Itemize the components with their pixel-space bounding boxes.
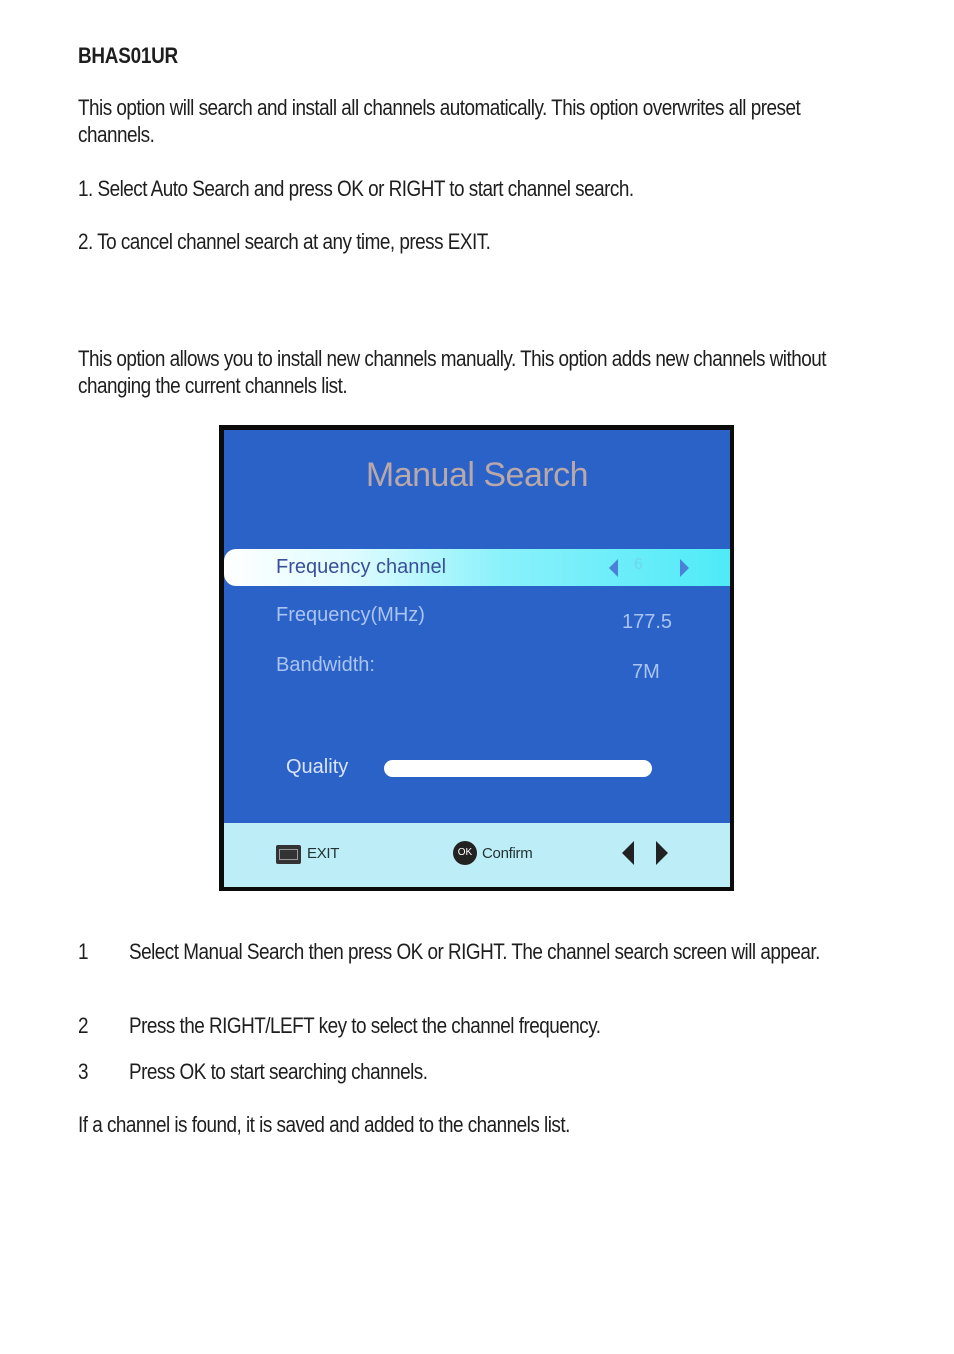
confirm-label: Confirm xyxy=(482,845,533,862)
exit-key-icon xyxy=(276,845,301,864)
screen-footer xyxy=(224,823,730,887)
step-number-1: 1 xyxy=(78,939,89,964)
step-number-2: 2 xyxy=(78,1013,89,1038)
manual-search-screenshot xyxy=(219,425,734,891)
frequency-mhz-value: 177.5 xyxy=(622,611,673,633)
quality-label: Quality xyxy=(286,756,349,778)
bandwidth-label: Bandwidth: xyxy=(276,654,375,676)
left-arrow-icon xyxy=(609,559,618,577)
manual-search-intro: This option allows you to install new channels manually. This option adds new channels without changing the current channels list. xyxy=(78,346,826,398)
nav-left-icon xyxy=(622,841,634,865)
right-arrow-icon xyxy=(680,559,689,577)
nav-right-icon xyxy=(656,841,668,865)
auto-search-step-2: 2. To cancel channel search at any time, press EXIT. xyxy=(78,229,491,254)
model-heading: BHAS01UR xyxy=(78,43,178,68)
manual-step-1: Select Manual Search then press OK or RIGHT. The channel search screen will appear. xyxy=(129,939,820,964)
screen-title: Manual Search xyxy=(365,456,589,494)
exit-label: EXIT xyxy=(307,845,340,862)
frequency-mhz-label: Frequency(MHz) xyxy=(276,604,425,626)
frequency-channel-value: 6 xyxy=(634,556,643,573)
manual-step-3: Press OK to start searching channels. xyxy=(129,1059,428,1084)
quality-bar xyxy=(384,760,652,777)
manual-search-note: If a channel is found, it is saved and added to the channels list. xyxy=(78,1112,570,1137)
auto-search-step-1: 1. Select Auto Search and press OK or RIGHT to start channel search. xyxy=(78,176,634,201)
step-number-3: 3 xyxy=(78,1059,89,1084)
bandwidth-value: 7M xyxy=(632,661,660,683)
tv-menu xyxy=(224,430,730,887)
ok-key-icon: OK xyxy=(453,841,477,865)
auto-search-intro: This option will search and install all channels automatically. This option overwrites all preset channels. xyxy=(78,95,801,147)
manual-step-2: Press the RIGHT/LEFT key to select the channel frequency. xyxy=(129,1013,601,1038)
frequency-channel-label: Frequency channel xyxy=(276,556,447,578)
